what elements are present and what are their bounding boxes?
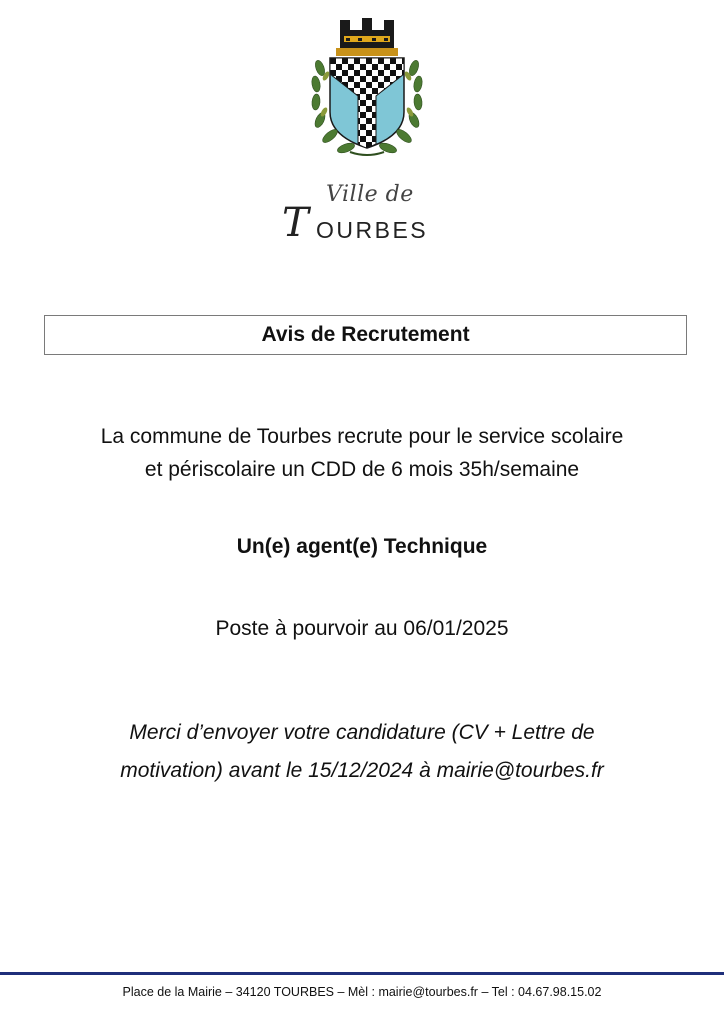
application-instructions xyxy=(20,714,704,790)
logo-script-text: Ville de xyxy=(326,182,414,207)
shield-icon xyxy=(330,58,404,148)
intro-line-2: et périscolaire un CDD de 6 mois 35h/semaine xyxy=(144,458,580,481)
notice-intro xyxy=(20,420,704,486)
logo-initial: T xyxy=(282,200,309,246)
notice-title-box xyxy=(44,315,687,355)
logo-wordmark xyxy=(282,200,462,248)
start-date: Poste à pourvoir au 06/01/2025 xyxy=(215,617,509,640)
apply-line-2: motivation) avant le 15/12/2024 à mairie@tourbes.fr xyxy=(120,759,604,782)
coat-of-arms xyxy=(300,16,434,162)
logo-name-rest: OURBES xyxy=(316,217,429,243)
position-title: Un(e) agent(e) Technique xyxy=(236,535,488,558)
notice-title: Avis de Recrutement xyxy=(261,323,470,346)
crown-icon xyxy=(336,18,398,56)
apply-line-1: Merci d’envoyer votre candidature (CV + Lettre de xyxy=(129,721,595,744)
intro-line-1: La commune de Tourbes recrute pour le service scolaire xyxy=(100,425,624,448)
footer-divider xyxy=(0,972,724,975)
footer-contact: Place de la Mairie – 34120 TOURBES – Mèl : mairie@tourbes.fr – Tel : 04.67.98.15.02 xyxy=(122,985,602,999)
